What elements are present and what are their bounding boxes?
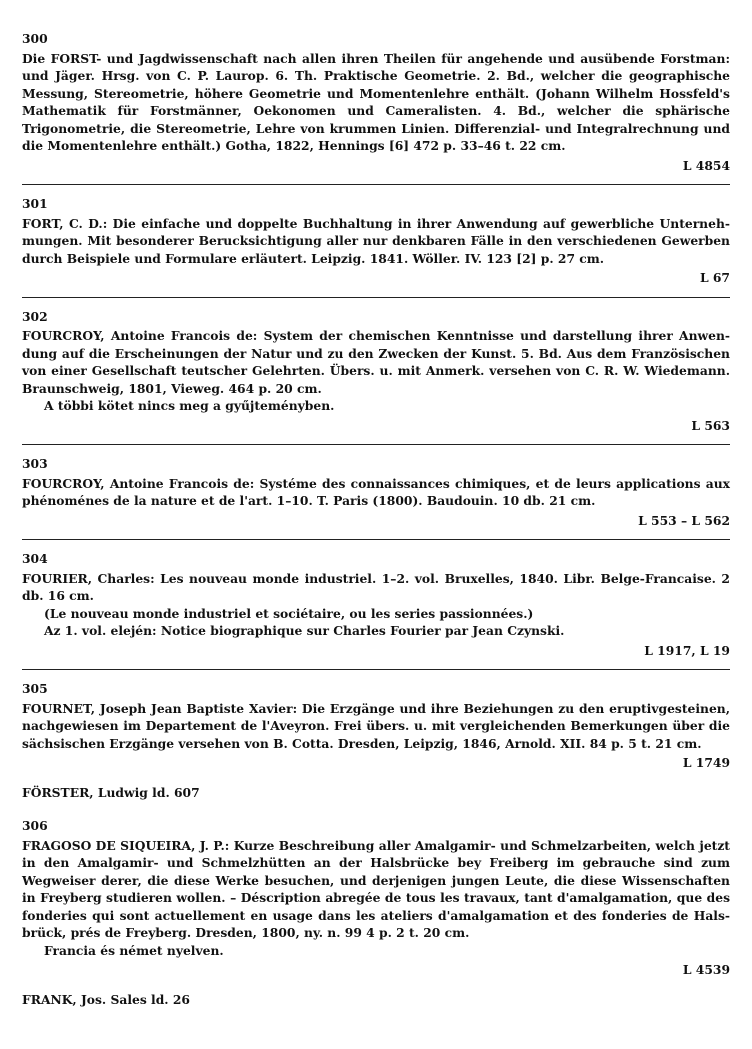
catalog-entry-301	[22, 195, 730, 287]
entry-text: Die FORST- und Jagdwissenschaft nach allen ihren Theilen für angehende und ausübende Forstman: und Jäger. Hrsg. von C. P. Laurop. 6. Th. Praktische Geometrie. 2. Bd., welcher die geographische Messung, Stereometrie, höhere Geometrie und Momentenlehre enthält. (Johann Wilhelm Hossfeld's Mathematik für Forstmänner, Oekonomen und Cameralisten. 4. Bd., welcher die sphärische Trigonometrie, die Stereometrie, Lehre von krummen Linien. Differenzial- und Integralrechnung und die Momentenlehre enthält.) Gotha, 1822, Hennings [6] 472 p. 33–46 t. 22 cm.	[22, 50, 730, 153]
entry-text: FOURIER, Charles: Les nouveau monde industriel. 1–2. vol. Bruxelles, 1840. Libr. Belge-Francaise. 2 db. 16 cm.	[22, 570, 730, 603]
entry-note: A többi kötet nincs meg a gyűjteményben.	[44, 398, 335, 413]
shelf-signature: L 1749	[682, 755, 730, 770]
shelf-signature: L 4854	[682, 157, 730, 173]
entry-text: FORT, C. D.: Die einfache und doppelte Buchhaltung in ihrer Anwendung auf gewerbliche Unternehmungen. Mit besonderer Berucksichtigung aller nur denkbaren Fälle in den verschiedenen Gewerben durch Beispiele und Formulare erläutert. Leipzig. 1841. Wöller. IV. 123 [2] p. 27 cm.	[22, 215, 730, 266]
entry-divider	[22, 184, 730, 185]
entry-text: FOURCROY, Antoine Francois de: System der chemischen Kenntnisse und darstellung ihrer Anwendung auf die Erscheinungen der Natur und zu den Zwecken der Kunst. 5. Bd. Aus dem Französischen von einer Gesellschaft teutscher Gelehrten. Übers. u. mit Anmerk. versehen von C. R. W. Wiedemann. Braunschweig, 1801, Vieweg. 464 p. 20 cm.	[22, 328, 730, 396]
entry-divider	[22, 297, 730, 298]
entry-number: 301	[22, 196, 48, 211]
shelf-signature: L 4539	[682, 962, 730, 977]
shelf-signature: L 67	[699, 270, 730, 285]
catalog-entry-306	[22, 817, 730, 979]
catalog-entry-305	[22, 680, 730, 772]
catalog-entry-302	[22, 308, 730, 435]
entry-number: 305	[22, 681, 48, 696]
entry-number: 300	[22, 31, 48, 46]
entry-number: 304	[22, 551, 48, 566]
catalog-entry-304	[22, 550, 730, 659]
shelf-signature: L 553 – L 562	[638, 512, 730, 528]
catalog-entry-303	[22, 455, 730, 529]
entry-text: FOURNET, Joseph Jean Baptiste Xavier: Die Erzgänge und ihre Beziehungen zu den eruptivgesteinen, nachgewiesen im Departement de l'Aveyron. Frei übers. u. mit vergleichenden Bemerkungen über die sächsischen Erzgänge versehen von B. Cotta. Dresden, Leipzig, 1846, Arnold. XII. 84 p. 5 t. 21 cm.	[22, 700, 730, 751]
shelf-signature: L 1917, L 19	[644, 642, 730, 658]
entry-text: FOURCROY, Antoine Francois de: Systéme des connaissances chimiques, et de leurs applications aux phénoménes de la nature et de l'art. 1–10. T. Paris (1800). Baudouin. 10 db. 21 cm.	[22, 475, 730, 508]
entry-text: FRAGOSO DE SIQUEIRA, J. P.: Kurze Beschreibung aller Amalgamir- und Schmelzarbeiten, welch jetzt in den Amalgamir- und Schmelzhütten an der Halsbrücke bey Freiberg im gebrauche sind zum Wegweiser derer, die diese Werke besuchen, und derjenigen jungen Leute, die diese Wissenschaften in Freyberg studieren wollen. – Déscription abregée de tous les travaux, tant d'amalgamation, que des fonderies qui sont actuellement en usage dans les ateliers d'amalgamation et des fonderies de Halsbrück, prés de Freyberg. Dresden, 1800, ny. n. 99 4 p. 2 t. 20 cm.	[22, 837, 730, 940]
entry-divider	[22, 669, 730, 670]
entry-note: Az 1. vol. elején: Notice biographique sur Charles Fourier par Jean Czynski.	[44, 623, 565, 638]
entry-note: (Le nouveau monde industriel et sociétaire, ou les series passionnées.)	[44, 605, 534, 621]
catalog-page	[22, 30, 730, 1024]
catalog-entry-300	[22, 30, 730, 174]
cross-reference-frank: FRANK, Jos. Sales ld. 26	[22, 991, 190, 1007]
shelf-signature: L 563	[691, 417, 730, 433]
entry-number: 306	[22, 818, 48, 833]
entry-divider	[22, 539, 730, 540]
entry-number: 303	[22, 456, 48, 471]
entry-note: Francia és német nyelven.	[44, 942, 224, 958]
entry-number: 302	[22, 308, 48, 324]
entry-divider	[22, 444, 730, 445]
cross-reference-forster: FÖRSTER, Ludwig ld. 607	[22, 784, 200, 800]
